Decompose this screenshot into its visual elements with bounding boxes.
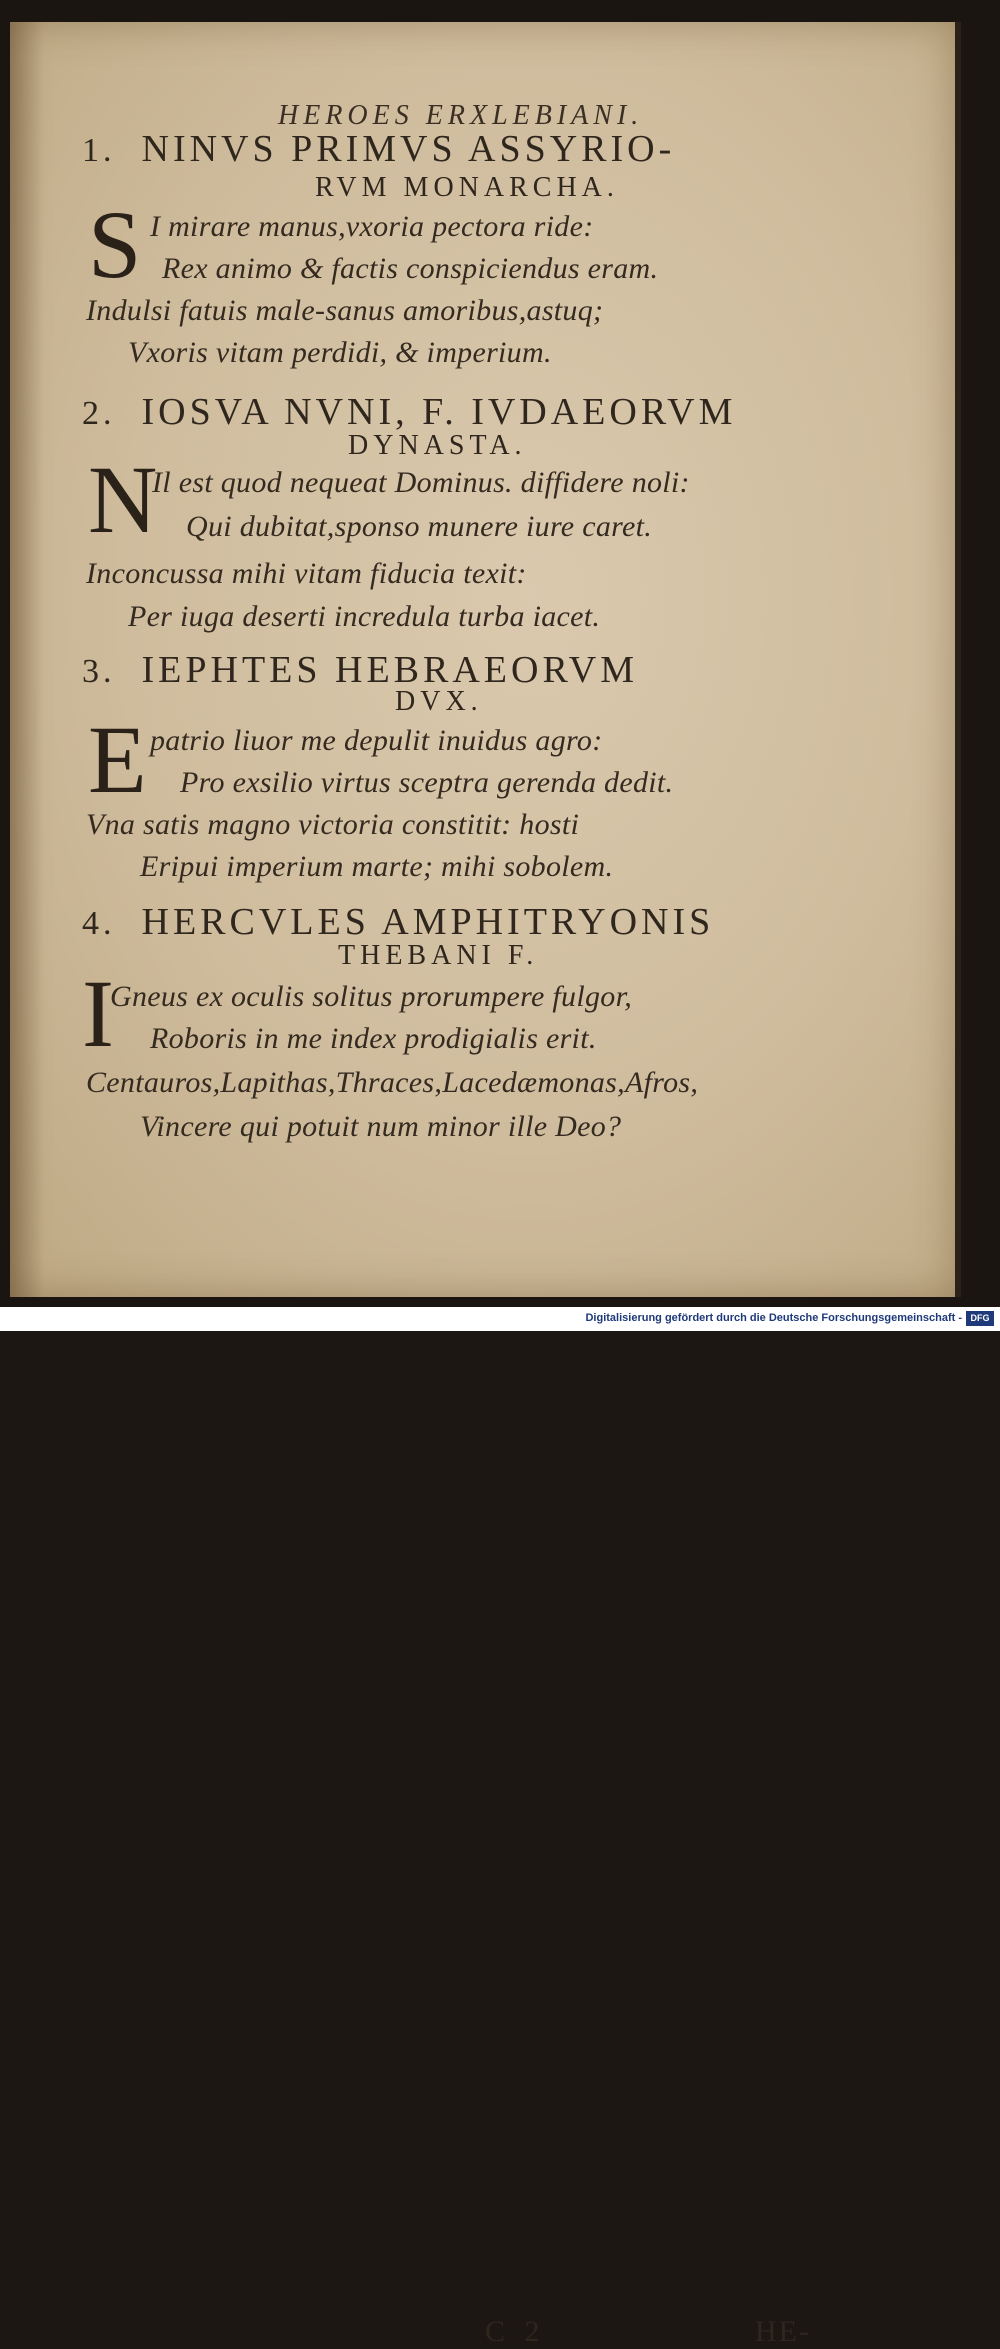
- drop-capital: N: [88, 446, 158, 553]
- verse-line: Per iuga deserti incredula turba iacet.: [128, 600, 601, 633]
- section-number: 1.: [82, 132, 116, 169]
- funding-credit: Digitalisierung gefördert durch die Deutsche Forschungsgemeinschaft -: [585, 1312, 962, 1324]
- running-head: HEROES ERXLEBIANI.: [278, 100, 644, 131]
- verse-line: Vna satis magno victoria constitit: hosti: [86, 808, 580, 841]
- verse-line: Eripui imperium marte; mihi sobolem.: [140, 850, 614, 883]
- section-number: 2.: [82, 395, 116, 432]
- catchword: HE-: [755, 2315, 811, 2348]
- section-number: 4.: [82, 905, 116, 942]
- section-heading: [82, 127, 675, 171]
- heading-continuation: DYNASTA.: [348, 430, 527, 461]
- heading-continuation: RVM MONARCHA.: [315, 172, 619, 203]
- section-heading: [82, 390, 736, 434]
- section-heading: [82, 648, 638, 692]
- drop-capital: I: [82, 960, 114, 1067]
- verse-line: Pro exsilio virtus sceptra gerenda dedit.: [180, 766, 674, 799]
- verse-line: Inconcussa mihi vitam fiducia texit:: [86, 557, 527, 590]
- verse-line: Qui dubitat,sponso munere iure caret.: [186, 510, 653, 543]
- section-number: 3.: [82, 653, 116, 690]
- heading-continuation: DVX.: [395, 686, 483, 717]
- verse-line: Rex animo & factis conspiciendus eram.: [162, 252, 659, 285]
- verse-line: Roboris in me index prodigialis erit.: [150, 1022, 597, 1055]
- heading-line: NINVS PRIMVS ASSYRIO-: [141, 128, 676, 170]
- verse-line: patrio liuor me depulit inuidus agro:: [150, 724, 603, 757]
- verse-line: Gneus ex oculis solitus prorumpere fulgor,: [110, 980, 633, 1013]
- drop-capital: S: [88, 191, 142, 298]
- heading-line: IEPHTES HEBRAEORVM: [141, 649, 638, 691]
- drop-capital: E: [88, 706, 147, 813]
- verse-line: I mirare manus,vxoria pectora ride:: [150, 210, 594, 243]
- heading-line: HERCVLES AMPHITRYONIS: [141, 901, 715, 943]
- section-heading: [82, 900, 714, 944]
- verse-line: Il est quod nequeat Dominus. diffidere noli:: [152, 466, 690, 499]
- heading-line: IOSVA NVNI, F. IVDAEORVM: [141, 391, 737, 433]
- verse-line: Vxoris vitam perdidi, & imperium.: [128, 336, 552, 369]
- verse-line: Centauros,Lapithas,Thraces,Lacedæmonas,Afros,: [86, 1066, 699, 1099]
- dfg-logo: DFG: [966, 1311, 994, 1326]
- verse-line: Vincere qui potuit num minor ille Deo?: [140, 1110, 622, 1143]
- signature-mark: C 2: [485, 2315, 546, 2348]
- verse-line: Indulsi fatuis male-sanus amoribus,astuq;: [86, 294, 604, 327]
- digitization-footer: [0, 1307, 1000, 1331]
- heading-continuation: THEBANI F.: [338, 940, 539, 971]
